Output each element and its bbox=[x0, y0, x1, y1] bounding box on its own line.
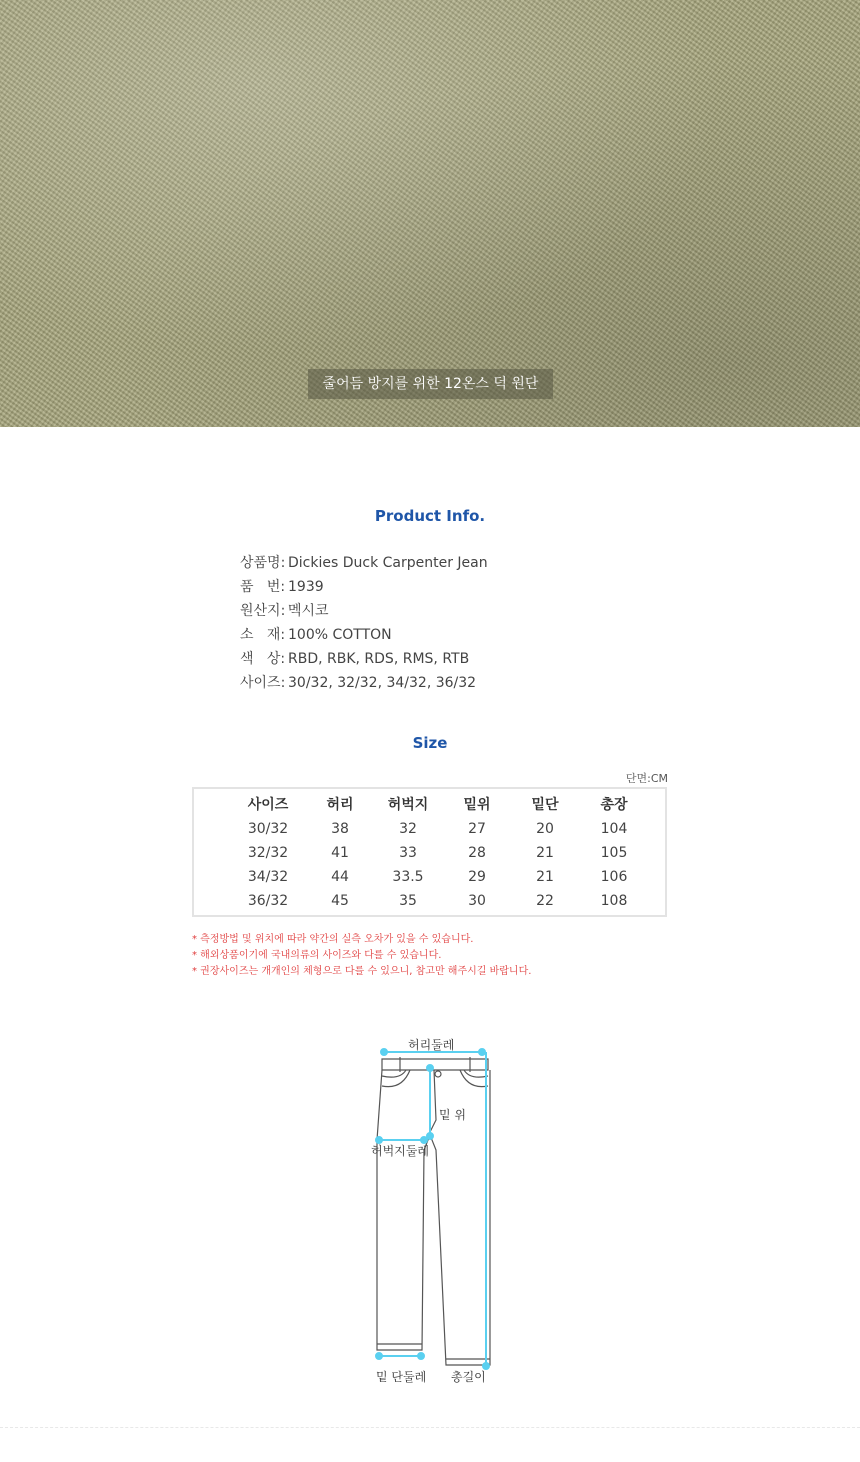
table-cell: 20 bbox=[536, 821, 554, 837]
info-row-origin bbox=[240, 600, 660, 624]
table-cell: 108 bbox=[600, 893, 628, 909]
table-row bbox=[194, 889, 669, 913]
table-cell: 36/32 bbox=[247, 893, 289, 909]
table-cell: 33.5 bbox=[392, 869, 424, 885]
size-notes bbox=[192, 932, 692, 980]
info-row-name bbox=[240, 552, 660, 576]
info-label: 색 상: bbox=[240, 651, 286, 667]
diagram-label-length: 총길이 bbox=[451, 1370, 486, 1384]
diagram-label-rise: 밑 위 bbox=[439, 1108, 466, 1122]
table-cell: 35 bbox=[399, 893, 417, 909]
product-info-list bbox=[240, 552, 660, 696]
table-header-cell: 허리 bbox=[326, 797, 354, 813]
table-cell: 34/32 bbox=[247, 869, 289, 885]
fabric-hero-image bbox=[0, 0, 860, 427]
info-label: 품 번: bbox=[240, 579, 286, 595]
note-line: * 해외상품이기에 국내의류의 사이즈와 다를 수 있습니다. bbox=[192, 950, 442, 961]
table-cell: 21 bbox=[536, 845, 554, 861]
info-value: 100% COTTON bbox=[288, 627, 392, 643]
note-line: * 측정방법 및 위치에 따라 약간의 실측 오차가 있을 수 있습니다. bbox=[192, 934, 474, 945]
hero-caption: 줄어듬 방지를 위한 12온스 덕 원단 bbox=[308, 369, 553, 399]
table-header-cell: 밑위 bbox=[463, 797, 491, 813]
table-header-cell: 밑단 bbox=[531, 797, 559, 813]
table-cell: 32/32 bbox=[247, 845, 289, 861]
info-row-number bbox=[240, 576, 660, 600]
diagram-label-thigh: 허벅지둘레 bbox=[371, 1144, 429, 1158]
table-cell: 30/32 bbox=[247, 821, 289, 837]
table-row bbox=[194, 865, 669, 889]
info-row-size bbox=[240, 672, 660, 696]
info-label: 소 재: bbox=[240, 627, 286, 643]
info-label: 원산지: bbox=[240, 603, 286, 619]
size-title: Size bbox=[412, 734, 448, 752]
table-cell: 104 bbox=[600, 821, 628, 837]
unit-label: 단면:CM bbox=[625, 772, 668, 785]
info-value: 30/32, 32/32, 34/32, 36/32 bbox=[288, 675, 477, 691]
table-cell: 29 bbox=[468, 869, 486, 885]
table-header-cell: 총장 bbox=[600, 797, 628, 813]
diagram-label-hem: 밑 단둘레 bbox=[376, 1370, 427, 1384]
table-header-row bbox=[194, 793, 669, 817]
table-header-cell: 허벅지 bbox=[387, 797, 429, 813]
table-cell: 32 bbox=[399, 821, 417, 837]
table-cell: 28 bbox=[468, 845, 486, 861]
info-label: 사이즈: bbox=[240, 675, 286, 691]
table-cell: 44 bbox=[331, 869, 349, 885]
table-header-cell: 사이즈 bbox=[247, 797, 289, 813]
info-value: Dickies Duck Carpenter Jean bbox=[288, 555, 488, 571]
table-cell: 33 bbox=[399, 845, 417, 861]
pants-measurement-diagram bbox=[360, 1040, 510, 1380]
note-line: * 권장사이즈는 개개인의 체형으로 다를 수 있으니, 참고만 해주시길 바랍니다. bbox=[192, 966, 532, 977]
info-row-color bbox=[240, 648, 660, 672]
table-cell: 38 bbox=[331, 821, 349, 837]
table-row bbox=[194, 841, 669, 865]
product-info-title: Product Info. bbox=[374, 507, 486, 525]
table-cell: 105 bbox=[600, 845, 628, 861]
table-cell: 30 bbox=[468, 893, 486, 909]
info-row-material bbox=[240, 624, 660, 648]
table-cell: 22 bbox=[536, 893, 554, 909]
info-value: RBD, RBK, RDS, RMS, RTB bbox=[288, 651, 470, 667]
info-label: 상품명: bbox=[240, 555, 286, 571]
table-cell: 21 bbox=[536, 869, 554, 885]
info-value: 멕시코 bbox=[288, 603, 329, 619]
table-row bbox=[194, 817, 669, 841]
table-cell: 106 bbox=[600, 869, 628, 885]
table-cell: 45 bbox=[331, 893, 349, 909]
diagram-label-waist: 허리둘레 bbox=[408, 1038, 455, 1052]
table-cell: 27 bbox=[468, 821, 486, 837]
table-cell: 41 bbox=[331, 845, 349, 861]
info-value: 1939 bbox=[288, 579, 324, 595]
size-table bbox=[192, 787, 667, 917]
footer-divider bbox=[0, 1427, 860, 1428]
